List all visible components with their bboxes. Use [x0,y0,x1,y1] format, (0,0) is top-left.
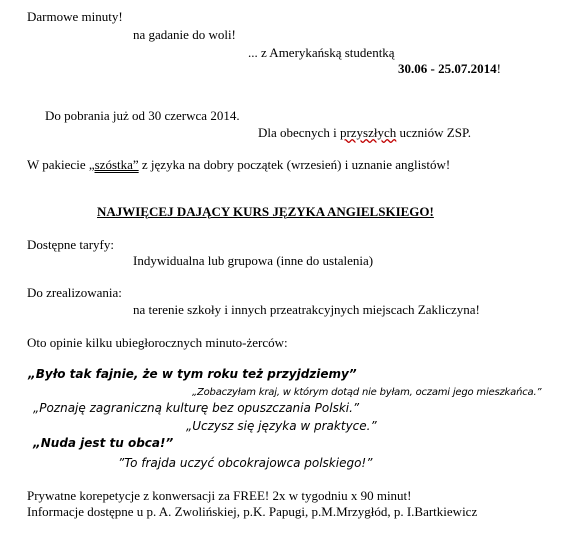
footer-line-1: Prywatne korepetycje z konwersacji za FREE! 2x w tygodniu x 90 minut! [27,488,412,503]
package-pre: W pakiecie [27,157,89,172]
download-line-1: Do pobrania już od 30 czerwca 2014. [45,108,240,123]
download-line-2-post: uczniów ZSP. [396,125,472,140]
quote-2: „Zobaczyłam kraj, w którym dotąd nie byłam, oczami jego mieszkańca.” [192,387,542,398]
download-line-2-pre: Dla obecnych i [258,125,340,140]
realize-value: na terenie szkoły i innych przeatrakcyjnych miejscach Zakliczyna! [133,302,480,317]
header-line-2: na gadanie do woli! [133,27,236,42]
headline: NAJWIĘCEJ DAJĄCY KURS JĘZYKA ANGIELSKIEGO! [97,204,434,219]
tariffs-value: Indywidualna lub grupowa (inne do ustalenia) [133,253,374,268]
header-dates-value: 30.06 - 25.07.2014 [398,61,497,76]
quote-1: „Było tak fajnie, że w tym roku też przyjdziemy” [28,367,357,381]
package-word: „szóstka” [88,157,139,172]
opinions-intro: Oto opinie kilku ubiegłorocznych minuto-żerców: [27,335,288,350]
tariffs-label: Dostępne taryfy: [27,237,115,252]
package-line [27,157,450,172]
header-line-3: ... z Amerykańską studentką [248,45,395,60]
quote-4: „Uczysz się języka w praktyce.” [186,419,377,433]
quote-5: „Nuda jest tu obca!” [33,436,174,450]
realize-label: Do zrealizowania: [27,285,122,300]
quote-6: ”To frajda uczyć obcokrajowca polskiego!” [118,456,373,470]
quote-3: „Poznaję zagraniczną kulturę bez opuszczania Polski.” [33,401,360,415]
footer-line-2: Informacje dostępne u p. A. Zwolińskiej, p.K. Papugi, p.M.Mrzygłód, p. I.Bartkiewicz [27,504,478,519]
header-dates-excl: ! [496,61,501,76]
package-post: z języka na dobry początek (wrzesień) i uznanie anglistów! [138,157,451,172]
download-line-2-word: przyszłych [339,125,397,140]
download-line-2 [258,125,471,140]
header-dates [398,61,501,76]
header-line-1: Darmowe minuty! [27,9,123,24]
